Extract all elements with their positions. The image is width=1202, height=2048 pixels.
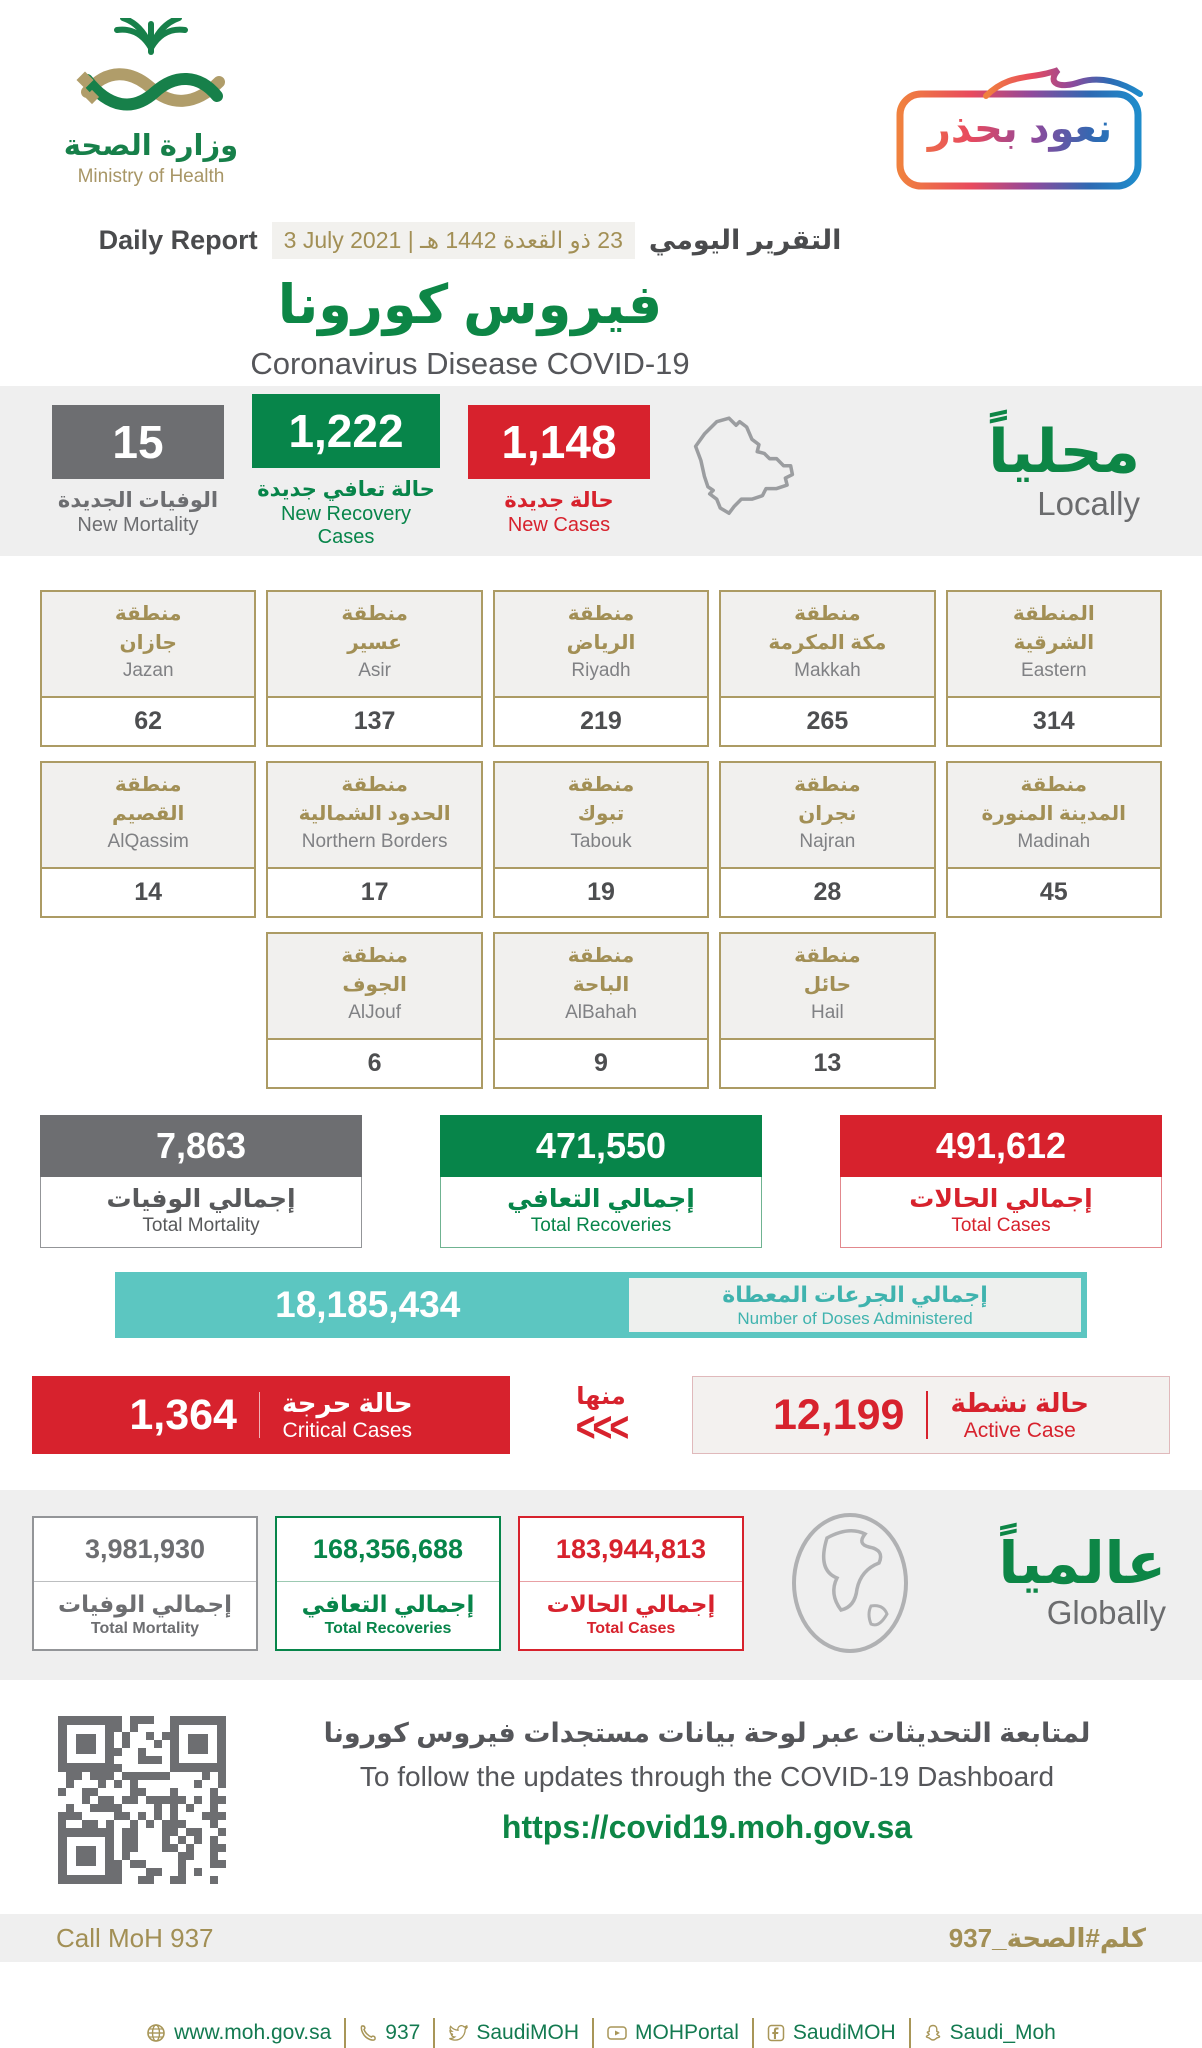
dashboard-link[interactable]: https://covid19.moh.gov.sa — [501, 1809, 913, 1845]
report-date: 23 ذو القعدة 1442 هـ | 3 July 2021 — [272, 222, 635, 259]
call-moh-label: Call MoH 937 — [56, 1922, 214, 1953]
region-card-madinah: منطقة المدينة المنورة Madinah 45 — [946, 761, 1162, 918]
region-value: 265 — [806, 707, 849, 735]
dashboard-section — [0, 1680, 1202, 1898]
active-cases-box — [692, 1376, 1170, 1454]
region-value: 314 — [1032, 707, 1075, 735]
region-card-eastern: المنطقة الشرقية Eastern 314 — [946, 590, 1162, 747]
region-card-tabouk: منطقة تبوك Tabouk 19 — [493, 761, 709, 918]
globe-icon — [787, 1510, 913, 1656]
daily-report-label-en: Daily Report — [98, 225, 258, 255]
region-card-jazan: منطقة جازان Jazan 62 — [40, 590, 256, 747]
new-recoveries-value: 1,222 — [252, 394, 440, 468]
region-card-northern-borders: منطقة الحدود الشمالية Northern Borders 17 — [266, 761, 482, 918]
total-cases-value: 491,612 — [840, 1115, 1162, 1177]
qr-code — [58, 1716, 226, 1884]
badge-label: نعود بحذر — [894, 106, 1146, 152]
region-value: 13 — [813, 1049, 842, 1077]
critical-active-row — [32, 1376, 1170, 1454]
dashboard-note-en: To follow the updates through the COVID-19 Dashboard — [359, 1761, 1055, 1792]
footer-twitter-label: SaudiMOH — [476, 2021, 580, 2044]
footer-snapchat[interactable] — [911, 2018, 1069, 2048]
dashboard-note-ar: لمتابعة التحديثات عبر لوحة بيانات مستجدات فيروس كورونا — [323, 1718, 1091, 1748]
page-title-arabic: فيروس كورونا — [277, 275, 663, 335]
footer-facebook[interactable] — [754, 2018, 911, 2048]
saudi-arabia-map-icon — [678, 400, 854, 542]
new-cases-label-ar: حالة جديدة — [504, 489, 614, 512]
region-card-makkah: منطقة مكة المكرمة Makkah 265 — [719, 590, 935, 747]
footer-snapchat-label: Saudi_Moh — [949, 2021, 1056, 2044]
globally-band — [0, 1490, 1202, 1680]
of-which-label: منها — [576, 1383, 626, 1410]
total-recoveries-value: 471,550 — [440, 1115, 762, 1177]
website-globe-icon — [146, 2023, 166, 2043]
total-recoveries-card — [440, 1115, 762, 1248]
return-cautiously-badge — [894, 62, 1146, 194]
doses-label — [629, 1278, 1081, 1332]
region-value: 19 — [587, 878, 615, 906]
divider — [926, 1391, 928, 1439]
region-value: 6 — [367, 1049, 382, 1077]
region-value: 137 — [353, 707, 396, 735]
snapchat-icon — [924, 2024, 942, 2042]
qr-finder-icon — [58, 1716, 114, 1772]
region-value: 9 — [594, 1049, 608, 1077]
chevrons-left-icon: <<< — [575, 1404, 627, 1452]
critical-label-ar: حالة حرجة — [281, 1387, 413, 1418]
doses-label-ar: إجمالي الجرعات المعطاة — [722, 1281, 988, 1307]
footer-phone[interactable] — [346, 2018, 435, 2048]
ministry-name-english: Ministry of Health — [77, 166, 225, 187]
regions-grid — [0, 556, 1202, 1097]
critical-label-en: Critical Cases — [282, 1418, 413, 1442]
footer-youtube-label: MOHPortal — [635, 2021, 739, 2044]
doses-label-en: Number of Doses Administered — [737, 1308, 973, 1328]
header — [0, 0, 1202, 386]
region-value: 28 — [813, 878, 842, 906]
moh-logo — [46, 18, 256, 188]
new-mortality-label-ar: الوفيات الجديدة — [57, 489, 219, 512]
active-label-ar: حالة نشطة — [950, 1387, 1090, 1418]
report-date-line — [90, 222, 850, 259]
new-recoveries-label-ar: حالة تعافي جديدة — [257, 477, 435, 501]
global-recoveries-label-en: Total Recoveries — [324, 1619, 452, 1637]
new-mortality-label-en: New Mortality — [77, 514, 199, 536]
footer-contact-links — [0, 2018, 1202, 2048]
daily-report-label-ar: التقرير اليومي — [648, 225, 842, 255]
total-recoveries-label-en: Total Recoveries — [530, 1215, 672, 1236]
region-card-aljouf: منطقة الجوف AlJouf 6 — [266, 932, 482, 1089]
total-cases-label-en: Total Cases — [951, 1215, 1051, 1236]
new-cases-label-en: New Cases — [507, 514, 611, 536]
of-which-connector — [510, 1382, 692, 1452]
total-recoveries-label-ar: إجمالي التعافي — [507, 1185, 695, 1213]
palm-tree-logo-icon — [71, 18, 231, 126]
ministry-name-arabic: وزارة الصحة — [63, 130, 239, 162]
footer-phone-label: 937 — [385, 2021, 421, 2044]
divider — [259, 1392, 260, 1438]
global-cases-label-ar: إجمالي الحالات — [546, 1590, 716, 1617]
global-recoveries-label-ar: إجمالي التعافي — [301, 1590, 475, 1617]
footer-facebook-label: SaudiMOH — [792, 2021, 896, 2044]
doses-band — [115, 1272, 1087, 1338]
twitter-icon — [448, 2025, 468, 2042]
global-cases-card — [518, 1516, 744, 1651]
youtube-icon — [607, 2025, 627, 2041]
new-mortality-stat — [52, 405, 224, 537]
page-title-english: Coronavirus Disease COVID-19 — [250, 346, 690, 381]
total-mortality-value: 7,863 — [40, 1115, 362, 1177]
region-card-albahah: منطقة الباحة AlBahah 9 — [493, 932, 709, 1089]
footer-twitter[interactable] — [435, 2018, 594, 2048]
globally-title-ar: عالمياً — [998, 1530, 1166, 1596]
critical-cases-value: 1,364 — [129, 1390, 237, 1439]
footer-youtube[interactable] — [594, 2018, 754, 2048]
call-band — [0, 1914, 1202, 1962]
global-mortality-label-ar: إجمالي الوفيات — [58, 1590, 232, 1617]
total-mortality-label-ar: إجمالي الوفيات — [106, 1185, 296, 1213]
new-recoveries-label-en: New Recovery Cases — [280, 502, 412, 548]
footer-website[interactable] — [133, 2018, 346, 2048]
region-value: 45 — [1039, 878, 1068, 906]
globally-title — [930, 1530, 1170, 1633]
hashtag-label: كلم#الصحة_937 — [948, 1922, 1146, 1953]
global-mortality-label-en: Total Mortality — [90, 1619, 200, 1637]
locally-title — [882, 417, 1150, 523]
globally-title-en: Globally — [1046, 1594, 1166, 1632]
new-cases-value: 1,148 — [468, 405, 650, 479]
total-cases-label-ar: إجمالي الحالات — [909, 1185, 1093, 1213]
locally-band — [0, 386, 1202, 556]
global-cases-label-en: Total Cases — [586, 1619, 676, 1637]
phone-icon — [359, 2024, 377, 2042]
global-cases-value: 183,944,813 — [555, 1533, 707, 1564]
qr-finder-icon — [58, 1828, 114, 1884]
new-cases-stat — [468, 405, 650, 537]
qr-finder-icon — [170, 1716, 226, 1772]
locally-title-ar: محلياً — [988, 417, 1140, 485]
global-mortality-card — [32, 1516, 258, 1651]
local-totals-row — [0, 1097, 1202, 1248]
region-value: 14 — [134, 878, 163, 906]
global-recoveries-card — [275, 1516, 501, 1651]
critical-cases-box — [32, 1376, 510, 1454]
facebook-icon — [767, 2024, 785, 2042]
global-mortality-value: 3,981,930 — [84, 1533, 206, 1564]
region-card-hail: منطقة حائل Hail 13 — [719, 932, 935, 1089]
region-card-najran: منطقة نجران Najran 28 — [719, 761, 935, 918]
total-mortality-label-en: Total Mortality — [142, 1215, 260, 1236]
active-cases-value: 12,199 — [772, 1390, 905, 1439]
new-mortality-value: 15 — [52, 405, 224, 479]
total-mortality-card — [40, 1115, 362, 1248]
region-card-asir: منطقة عسير Asir 137 — [266, 590, 482, 747]
region-card-riyadh: منطقة الرياض Riyadh 219 — [493, 590, 709, 747]
locally-title-en: Locally — [1037, 484, 1140, 522]
region-value: 17 — [360, 878, 389, 906]
new-recoveries-stat — [252, 394, 440, 549]
global-recoveries-value: 168,356,688 — [312, 1533, 464, 1564]
region-card-alqassim: منطقة القصيم AlQassim 14 — [40, 761, 256, 918]
region-value: 62 — [134, 707, 163, 735]
region-value: 219 — [580, 707, 622, 735]
active-label-en: Active Case — [963, 1418, 1076, 1442]
doses-value: 18,185,434 — [275, 1284, 461, 1325]
total-cases-card — [840, 1115, 1162, 1248]
footer-website-label: www.moh.gov.sa — [174, 2021, 332, 2044]
